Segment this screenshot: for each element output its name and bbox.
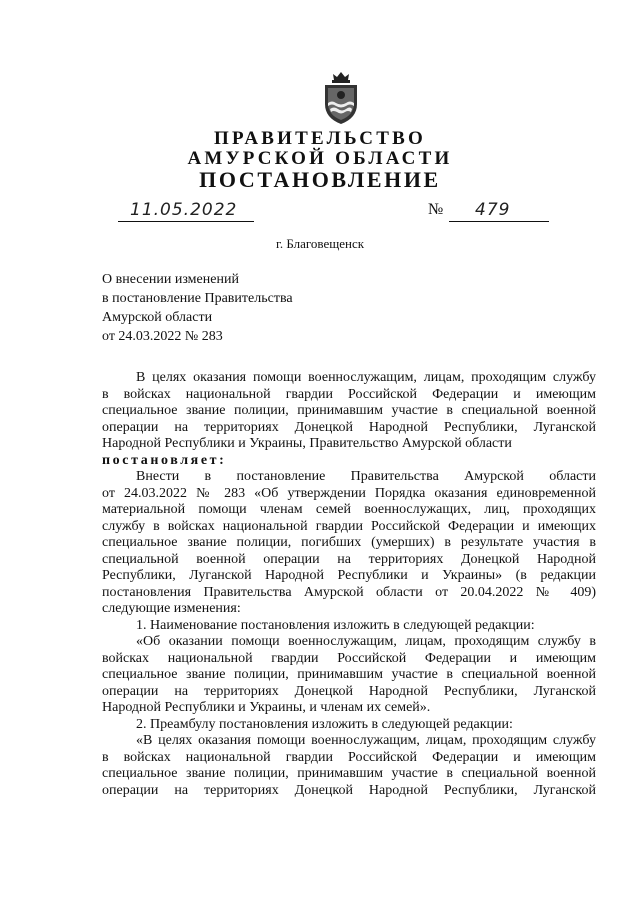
number-underline [449, 221, 549, 222]
item-1-quote-line: специальное звание полиции, принимавшим участие в специальной военной [102, 667, 596, 682]
item-2-quote-line: операции на территориях Донецкой Народной Республики, Луганской [102, 782, 596, 798]
item-1-heading: 1. Наименование постановления изложить в следующей редакции: [136, 617, 535, 633]
date-underline [118, 221, 254, 222]
region-title: АМУРСКОЙ ОБЛАСТИ [187, 148, 453, 169]
item-2-heading: 2. Преамбулу постановления изложить в следующей редакции: [136, 716, 513, 732]
intro-line: Внести в постановление Правительства Амурской области [136, 469, 596, 484]
decides-label: постановляет: [102, 452, 227, 468]
intro-line: следующие изменения: [102, 601, 241, 616]
intro-line: специальное звание полиции, погибших (умерших) в результате участия в [102, 535, 596, 550]
subject-line: от 24.03.2022 № 283 [102, 329, 223, 344]
preamble-line: операции на территориях Донецкой Народной Республики, Луганской [102, 419, 596, 435]
coat-of-arms-icon [318, 70, 364, 126]
subject-line: О внесении изменений [102, 272, 239, 287]
preamble-line: специальное звание полиции, принимавшим участие в специальной военной [102, 403, 596, 418]
subject-line: в постановление Правительства [102, 291, 293, 306]
preamble-line: в войсках национальной гвардии Российской Федерации и имеющим [102, 386, 596, 402]
number-value: 479 [475, 200, 511, 220]
number-field [449, 200, 549, 222]
item-1-quote-line: Народной Республики и Украины, и членам их семей». [102, 700, 431, 715]
intro-line: специальной военной операции на территориях Донецкой Народной [102, 551, 596, 567]
item-1-quote-line: войсках национальной гвардии Российской Федерации и имеющим [102, 650, 596, 666]
date-value: 11.05.2022 [130, 200, 238, 220]
date-field [118, 200, 254, 222]
intro-line: службу в войсках национальной гвардии Российской Федерации и имеющих [102, 518, 596, 534]
preamble-line: В целях оказания помощи военнослужащим, лицам, проходящим службу [136, 370, 596, 385]
city-label: г. Благовещенск [275, 236, 365, 251]
document-type-title: ПОСТАНОВЛЕНИЕ [199, 167, 441, 192]
item-2-quote-line: специальное звание полиции, принимавшим участие в специальной военной [102, 766, 596, 781]
number-sign: № [428, 201, 444, 218]
intro-line: от 24.03.2022 № 283 «Об утверждении Порядка оказания единовременной [102, 485, 596, 501]
item-1-quote-line: операции на территориях Донецкой Народной Республики, Луганской [102, 683, 596, 699]
subject-block [102, 270, 293, 346]
intro-line: постановления Правительства Амурской области от 20.04.2022 № 409) [102, 584, 596, 600]
item-2-quote-line: в войсках национальной гвардии Российской Федерации и имеющим [102, 749, 596, 765]
preamble-line: Народной Республики и Украины, Правительство Амурской области [102, 436, 512, 451]
intro-line: материальной помощи членам семей военнослужащих, лиц, проходящих [102, 502, 596, 517]
decree-body [102, 370, 596, 799]
item-1-quote-line: «Об оказании помощи военнослужащим, лицам, проходящим службу в [136, 634, 596, 649]
subject-line: Амурской области [102, 310, 213, 325]
government-title: ПРАВИТЕЛЬСТВО [214, 128, 426, 149]
item-2-quote-line: «В целях оказания помощи военнослужащим, лицам, проходящим службу [136, 733, 596, 748]
intro-line: Республики, Луганской Народной Республики и Украины» (в редакции [102, 568, 596, 583]
